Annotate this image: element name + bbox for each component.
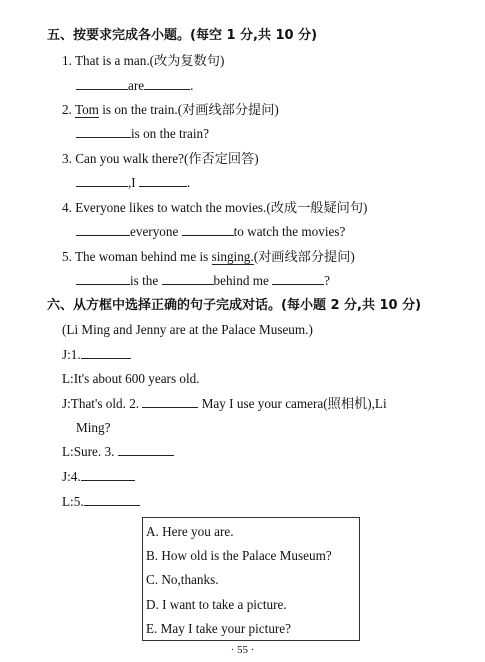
q2-underlined: Tom <box>74 102 99 117</box>
dialogue-line-5-text: J:4. <box>62 469 81 484</box>
page-number: · 55 · <box>230 644 255 656</box>
dialogue-line-3-cont: Ming? <box>76 420 111 435</box>
q4-mid1: everyone <box>130 224 179 239</box>
dialogue-line-3 <box>62 395 387 412</box>
dialogue-line-2: L:It's about 600 years old. <box>62 371 200 386</box>
q5-blank-2[interactable] <box>162 273 214 285</box>
q1-prompt: 1. That is a man.(改为复数句) <box>62 53 225 68</box>
q2-num: 2. <box>62 102 75 117</box>
q4-mid2: to watch the movies? <box>233 224 346 239</box>
q5-pre: 5. The woman behind me is <box>62 249 212 264</box>
q3-end: . <box>187 175 191 190</box>
dialogue-line-4 <box>62 443 174 460</box>
q2-answer-line <box>76 125 209 142</box>
q3-mid: ,I <box>128 175 136 190</box>
dialogue-line-5 <box>62 468 135 485</box>
q4-blank-2[interactable] <box>182 224 234 236</box>
q1-blank-2[interactable] <box>144 78 190 90</box>
dialogue-line-6-text: L:5. <box>62 494 84 509</box>
blank-3[interactable] <box>118 444 174 456</box>
q3-blank-2[interactable] <box>139 175 187 187</box>
blank-1[interactable] <box>81 347 131 359</box>
option-c: C. No,thanks. <box>146 572 219 587</box>
dialogue-line-3-start: J:That's old. 2. <box>62 396 140 411</box>
q2-rest: is on the train.(对画线部分提问) <box>98 102 279 117</box>
dialogue-line-1-text: J:1. <box>62 347 81 362</box>
dialogue-line-3-end: May I use your camera(照相机),Li <box>201 396 387 411</box>
q2-blank-1[interactable] <box>76 126 131 138</box>
option-e: E. May I take your picture? <box>146 621 292 636</box>
dialogue-line-1 <box>62 346 131 363</box>
option-b: B. How old is the Palace Museum? <box>146 548 332 563</box>
q1-word: are <box>128 78 145 93</box>
dialogue-line-4-text: L:Sure. 3. <box>62 444 115 459</box>
q2-prompt <box>62 101 279 118</box>
q1-end: . <box>190 78 194 93</box>
dialogue-context: (Li Ming and Jenny are at the Palace Museum.) <box>62 322 313 337</box>
q5-mid1: is the <box>130 273 159 288</box>
q4-blank-1[interactable] <box>76 224 130 236</box>
q3-answer-line <box>76 174 190 191</box>
option-d: D. I want to take a picture. <box>146 597 287 612</box>
q5-answer-line <box>76 272 330 289</box>
section5-title: 五、按要求完成各小题。(每空 1 分,共 10 分) <box>47 28 318 43</box>
section6-title: 六、从方框中选择正确的句子完成对话。(每小题 2 分,共 10 分) <box>47 298 422 313</box>
q3-prompt: 3. Can you walk there?(作否定回答) <box>62 151 259 166</box>
options-box <box>142 517 360 641</box>
q4-prompt: 4. Everyone likes to watch the movies.(改成一般疑问句) <box>62 200 368 215</box>
q1-blank-1[interactable] <box>76 78 128 90</box>
blank-2[interactable] <box>142 396 198 408</box>
q5-post: (对画线部分提问) <box>253 249 355 264</box>
q3-blank-1[interactable] <box>76 175 128 187</box>
q5-blank-1[interactable] <box>76 273 130 285</box>
q5-prompt <box>62 248 355 265</box>
option-a: A. Here you are. <box>146 524 234 539</box>
q1-answer-line <box>76 77 193 94</box>
q5-blank-3[interactable] <box>272 273 324 285</box>
q5-mid2: behind me <box>213 273 269 288</box>
q4-answer-line <box>76 223 345 240</box>
q5-underlined: singing. <box>211 249 254 264</box>
q2-answer-rest: is on the train? <box>131 126 210 141</box>
blank-5[interactable] <box>84 494 140 506</box>
blank-4[interactable] <box>81 469 135 481</box>
q5-end: ? <box>324 273 330 288</box>
dialogue-line-6 <box>62 493 140 510</box>
